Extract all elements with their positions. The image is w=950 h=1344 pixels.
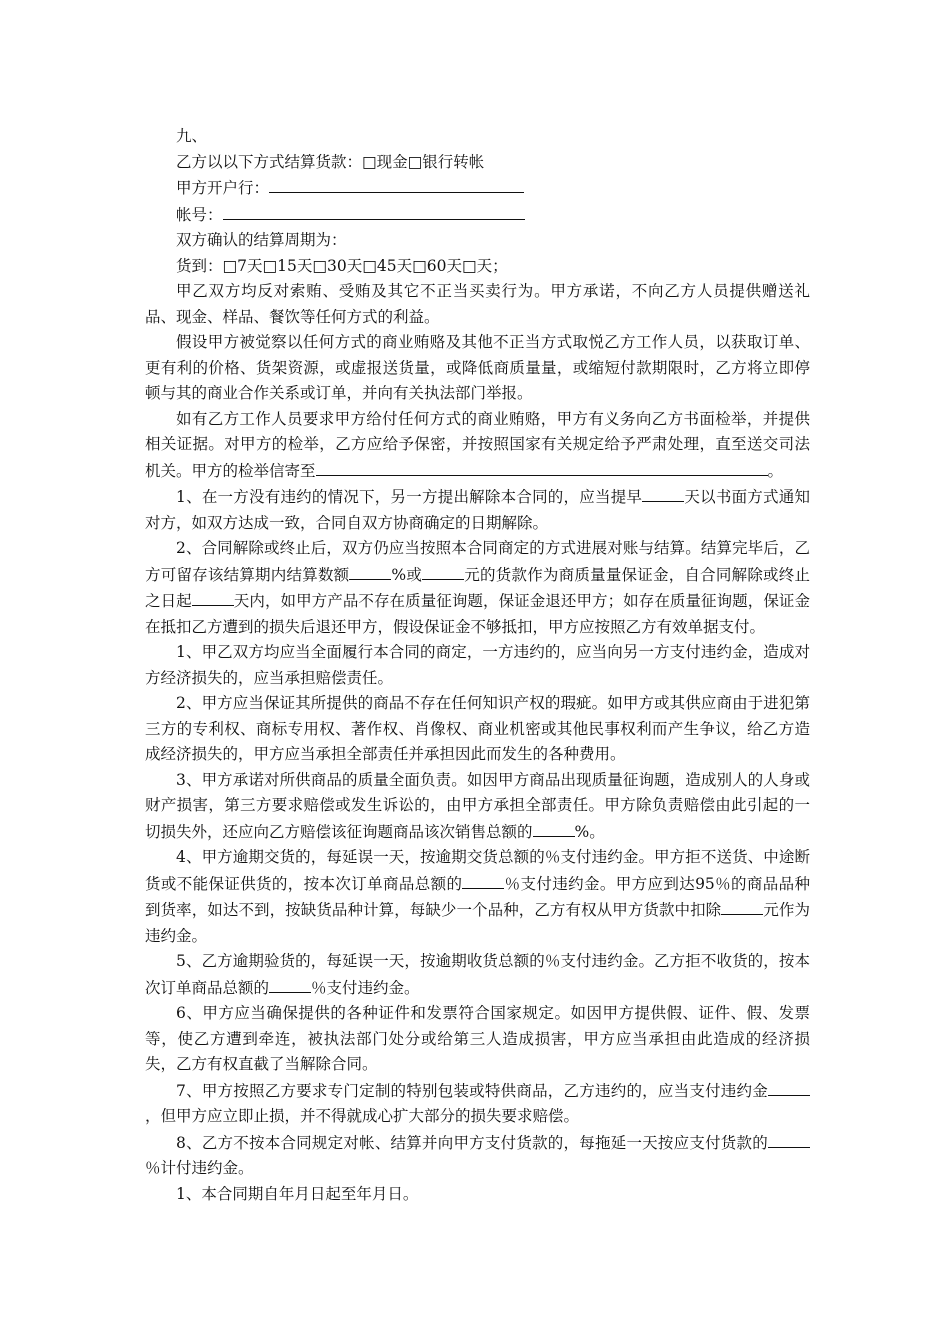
anti-bribery-paragraph: 甲乙双方均反对索贿、受贿及其它不正当买卖行为。甲方承诺，不向乙方人员提供赠送礼品、现金、样品、餐饮等任何方式的利益。: [145, 282, 810, 326]
percent-blank: [533, 819, 575, 837]
liability-clause-8: [145, 1130, 810, 1182]
clause-text: ，但甲方应立即止损，并不得就成心扩大部分的损失要求赔偿。: [145, 1107, 580, 1125]
liability-clause-5: [145, 949, 810, 1001]
payment-method-line: 乙方以以下方式结算货款：□现金□银行转帐: [176, 152, 485, 171]
clause-text: 2、合同解除或终止后，双方仍应当按照本合同商定的方式进展对账与结算。结算完毕后，乙方可留存该结算期内结算数额: [145, 539, 810, 584]
report-address-blank: [316, 458, 686, 476]
term-clause-1: 1、本合同期自年月日起至年月日。: [176, 1184, 419, 1203]
amount-blank: [422, 562, 464, 580]
clause-text: 元的货款作为商质量量保证金，自合同解除或终止之日起: [145, 565, 810, 610]
liability-clause-1: 1、甲乙双方均应当全面履行本合同的商定，一方违约的，应当向另一方支付违约金，造成对方经济损失的，应当承担赔偿责任。: [145, 643, 810, 687]
penalty-blank: [768, 1078, 810, 1096]
account-label: 帐号：: [176, 205, 223, 224]
percent-blank: [269, 975, 311, 993]
cycle-label: 双方确认的结算周期为：: [176, 231, 347, 249]
liability-clause-4: [145, 845, 810, 949]
report-text: 如有乙方工作人员要求甲方给付任何方式的商业贿赂，甲方有义务向乙方书面检举，并提供相关证据。对甲方的检举，乙方应给予保密，并按照国家有关规定给予严肃处理，直至送交司法机关。甲方的检举信寄至: [145, 409, 810, 480]
clause-text: 8、乙方不按本合同规定对帐、结算并向甲方支付货款的，每拖延一天按应支付货款的: [176, 1133, 768, 1152]
clause-text: %。: [574, 822, 605, 841]
clause-text: 5、乙方逾期验货的，每延误一天，按逾期收货总额的％支付违约金。乙方拒不收货的，按本次订单商品总额的: [145, 952, 810, 997]
liability-clause-6: 6、甲方应当确保提供的各种证件和发票符合国家规定。如因甲方提供假、证件、假、发票等，使乙方遭到牵连，被执法部门处分或给第三人造成损害，甲方应当承担由此造成的经济损失，乙方有权直截了当解除合同。: [145, 1004, 810, 1073]
bank-line: [145, 175, 810, 202]
clause-text: ％支付违约金。: [311, 978, 420, 997]
liability-clause-2: 2、甲方应当保证其所提供的商品不存在任何知识产权的瑕疵。如甲方或其供应商由于进犯第三方的专利权、商标专用权、著作权、肖像权、商业机密或其他民事权利而产生争议，给乙方造成经济损失的，甲方应当承担全部责任并承担因此而发生的各种费用。: [145, 694, 810, 763]
cycle-options: 货到：□7天□15天□30天□45天□60天□天；: [176, 256, 508, 275]
report-paragraph: [145, 407, 810, 485]
contract-page: [145, 124, 810, 1207]
report-end: 。: [767, 461, 784, 480]
liability-clause-3: [145, 768, 810, 846]
report-address-blank-2: [686, 458, 768, 476]
clause-text: 天内，如甲方产品不存在质量征询题，保证金退还甲方；如存在质量征询题，保证金在抵扣乙方遭到的损失后退还甲方，假设保证金不够抵扣，甲方应按照乙方有效单据支付。: [145, 592, 810, 636]
account-blank: [223, 202, 525, 220]
amount-blank: [721, 897, 763, 915]
clause-text: 1、在一方没有违约的情况下，另一方提出解除本合同的，应当提早: [176, 488, 643, 506]
percent-blank: [768, 1130, 810, 1148]
termination-clause-2: [145, 536, 810, 640]
clause-text: %或: [391, 565, 423, 584]
section-heading: 九、: [176, 127, 208, 145]
percent-blank: [349, 562, 391, 580]
clause-text: 3、甲方承诺对所供商品的质量全面负责。如因甲方商品出现质量征询题，造成别人的人身或财产损害，第三方要求赔偿或发生诉讼的，由甲方承担全部责任。甲方除负责赔偿由此引起的一切损失外，还应向乙方赔偿该征询题商品该次销售总额的: [145, 770, 810, 841]
clause-text: 元作为违约金。: [145, 901, 810, 945]
bank-label: 甲方开户行：: [176, 179, 270, 197]
clause-text: 7、甲方按照乙方要求专门定制的特别包装或特供商品，乙方违约的，应当支付违约金: [176, 1081, 768, 1100]
percent-blank: [462, 871, 504, 889]
account-line: [145, 202, 810, 229]
liability-clause-7: [145, 1078, 810, 1130]
clause-text: 4、甲方逾期交货的，每延误一天，按逾期交货总额的％支付违约金。甲方拒不送货、中途断货或不能保证供货的，按本次订单商品总额的: [145, 848, 810, 893]
bank-blank: [269, 175, 524, 193]
discovered-paragraph: 假设甲方被觉察以任何方式的商业贿赂及其他不正当方式取悦乙方工作人员，以获取订单、更有利的价格、货架资源，或虚报送货量，或降低商质量量，或缩短付款期限时，乙方将立即停顿与其的商业合作关系或订单，并向有关执法部门举报。: [145, 333, 810, 402]
clause-text: ％计付违约金。: [145, 1159, 254, 1177]
days-blank: [192, 588, 234, 606]
clause-text: ％支付违约金。甲方应到达95％的商品品种到货率，如达不到，按缺货品种计算，每缺少一个品种，乙方有权从甲方货款中扣除: [145, 874, 810, 919]
days-blank: [642, 484, 684, 502]
clause-text: 天以书面方式通知对方，如双方达成一致，合同自双方协商确定的日期解除。: [145, 488, 810, 532]
termination-clause-1: [145, 484, 810, 536]
